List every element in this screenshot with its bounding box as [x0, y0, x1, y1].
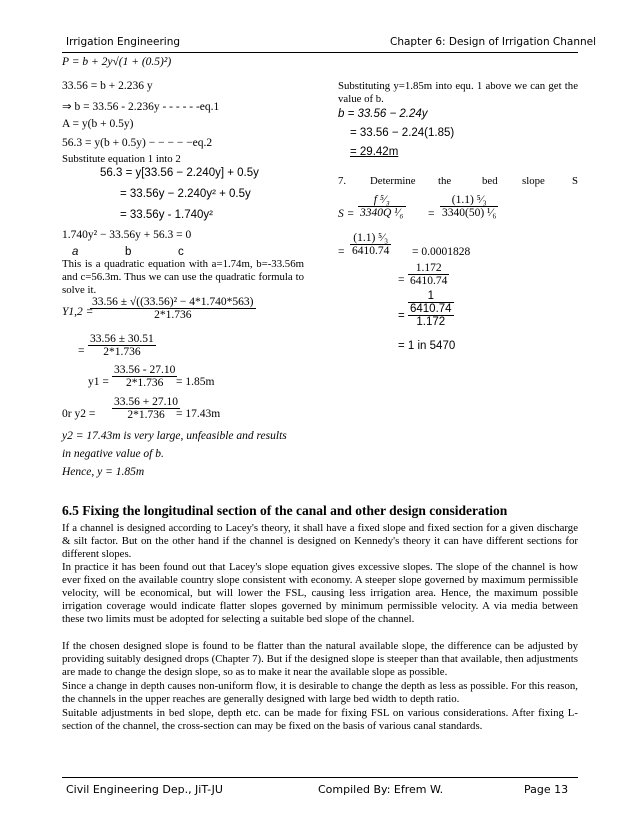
- quadratic-note: This is a quadratic equation with a=1.74m, b=-33.56m and c=56.3m. Thus we can use the quadratic formula to solve it.: [62, 258, 304, 296]
- footer-left: Civil Engineering Dep., JiT-JU: [66, 783, 223, 796]
- substitute-y-note: Substituting y=1.85m into equ. 1 above we can get the value of b.: [338, 80, 578, 105]
- step7-number: 7.: [338, 175, 347, 187]
- slope-final: = 1 in 5470: [398, 340, 456, 352]
- section-para-5: Suitable adjustments in bed slope, depth etc. can be made for fixing FSL on various considerations. After fixing L-section of the channel, the cross-section can may be fixed on the basis of various canal standards.: [62, 707, 578, 732]
- coef-a: a: [72, 246, 79, 258]
- section-para-1: If a channel is designed according to Lacey's theory, it shall have a fixed slope and fixed section for a given discharge & silt factor. But on the other hand if the channel is designed on Kennedy's theory it can have different sections for different slopes.: [62, 522, 578, 560]
- slope3-num: 1.172: [408, 262, 449, 275]
- slope-label: S =: [338, 208, 355, 220]
- header-right: Chapter 6: Design of Irrigation Channel: [390, 36, 597, 48]
- slope3-den: 6410.74: [410, 275, 448, 287]
- eq-expanded: = 33.56y − 2.240y² + 0.5y: [120, 188, 251, 200]
- slope2-frac: [350, 232, 391, 257]
- eq-perimeter: P = b + 2y√(1 + (0.5)²): [62, 56, 172, 68]
- slope2-result: = 0.0001828: [412, 246, 471, 258]
- header-rule: [62, 52, 578, 53]
- y12-label: Y1,2 =: [62, 306, 94, 318]
- slope-frac1-den: 3340Q ¹⁄₆: [360, 207, 404, 219]
- header-left: Irrigation Engineering: [66, 36, 181, 48]
- slope4-den-top: 6410.74: [410, 303, 452, 315]
- step7-word-s: S: [572, 175, 579, 187]
- coef-b: b: [125, 246, 132, 258]
- eq-1: ⇒ b = 33.56 - 2.236y - - - - - -eq.1: [62, 101, 220, 113]
- y2-den: 2*1.736: [127, 409, 165, 421]
- y12-num: 33.56 ± √((33.56)² − 4*1.740*563): [92, 296, 254, 308]
- slope-frac2-num: (1.1) ⁵⁄₃: [440, 194, 498, 207]
- step7-word-slope: slope: [522, 175, 545, 187]
- slope-eq2: =: [428, 208, 435, 220]
- slope-frac1: [358, 194, 406, 219]
- y1-label: y1 =: [88, 376, 109, 388]
- step7-word-determine: Determine: [370, 175, 416, 187]
- eq-perimeter-value: 33.56 = b + 2.236 y: [62, 80, 153, 92]
- eq-substituted: 56.3 = y[33.56 − 2.240y] + 0.5y: [100, 167, 259, 179]
- slope4-den-bottom: 1.172: [416, 316, 446, 328]
- slope-frac2: [440, 194, 498, 219]
- y1-den: 2*1.736: [125, 377, 164, 389]
- slope4-eq: =: [398, 310, 405, 322]
- step2-den: 2*1.736: [103, 346, 141, 358]
- y12-fraction: [90, 296, 256, 321]
- slope2-num: (1.1) ⁵⁄₃: [350, 232, 391, 245]
- footer-center: Compiled By: Efrem W.: [318, 783, 444, 796]
- section-title: 6.5 Fixing the longitudinal section of the canal and other design consideration: [62, 503, 508, 518]
- y1-fraction: [112, 364, 177, 389]
- eq-2: 56.3 = y(b + 0.5y) − − − − −eq.2: [62, 137, 213, 149]
- eq-b: b = 33.56 − 2.24y: [338, 108, 428, 120]
- y12-den: 2*1.736: [154, 309, 192, 321]
- step2-fraction: [88, 333, 156, 358]
- y2-label: 0r y2 =: [62, 408, 96, 420]
- step2-eq-sign: =: [78, 345, 85, 357]
- eq-b-result: = 29.42m: [350, 146, 399, 158]
- y1-result: = 1.85m: [176, 376, 215, 388]
- negative-b-note: in negative value of b.: [62, 448, 164, 460]
- section-para-4: Since a change in depth causes non-uniform flow, it is desirable to change the depth as less as possible. For this reason, the channels in the upper reaches are generally designed with large bed width to depth ratio.: [62, 680, 578, 705]
- step2-num: 33.56 ± 30.51: [90, 333, 154, 345]
- y2-infeasible: y2 = 17.43m is very large, unfeasible and results: [62, 430, 287, 442]
- substitute-note: Substitute equation 1 into 2: [62, 153, 181, 165]
- eq-simplified: = 33.56y - 1.740y²: [120, 209, 214, 221]
- coef-c: c: [178, 246, 184, 258]
- y2-fraction: [112, 396, 180, 421]
- y-final: Hence, y = 1.85m: [62, 466, 145, 478]
- slope2-den: 6410.74: [352, 245, 390, 257]
- slope4-frac: [408, 290, 454, 328]
- footer-page: Page 13: [524, 783, 569, 796]
- slope-frac2-den: 3340(50) ¹⁄₆: [442, 207, 497, 219]
- step7-word-bed: bed: [482, 175, 498, 187]
- y2-result: = 17.43m: [176, 408, 221, 420]
- step7-word-the: the: [438, 175, 452, 187]
- slope3-eq: =: [398, 274, 405, 286]
- footer-rule: [62, 777, 578, 778]
- eq-area: A = y(b + 0.5y): [62, 118, 134, 130]
- y1-num: 33.56 - 27.10: [114, 364, 176, 376]
- slope3-frac: [408, 262, 449, 287]
- slope-frac1-num: f ⁵⁄₃: [358, 194, 406, 207]
- slope4-num: 1: [408, 290, 454, 303]
- section-para-2: In practice it has been found out that Lacey's slope equation gives excessive slopes. The slope of the channel is how ever fixed on the available country slope consistent with economy. A steeper slope governed by maximum permissible velocity, will be economical, but will lower the FSL, causing less irrigation area. Hence, the maximum possible irrigation coverage would indicate flatter slopes governed by minimum permissible velocity. A via media between these two limits must be adopted for selecting a suitable bed slope of the channel.: [62, 561, 578, 625]
- slope2-eq: =: [338, 246, 345, 258]
- y2-num: 33.56 + 27.10: [114, 396, 178, 408]
- eq-quadratic: 1.740y² − 33.56y + 56.3 = 0: [62, 229, 192, 241]
- section-para-3: If the chosen designed slope is found to be flatter than the natural available slope, the difference can be adjusted by providing suitably designed drops (Chapter 7). But if the designed slope is steeper than that available, then adjustments are made to change the design slope, so as to make it near the available slope as possible.: [62, 640, 578, 678]
- eq-b-sub: = 33.56 − 2.24(1.85): [350, 127, 455, 139]
